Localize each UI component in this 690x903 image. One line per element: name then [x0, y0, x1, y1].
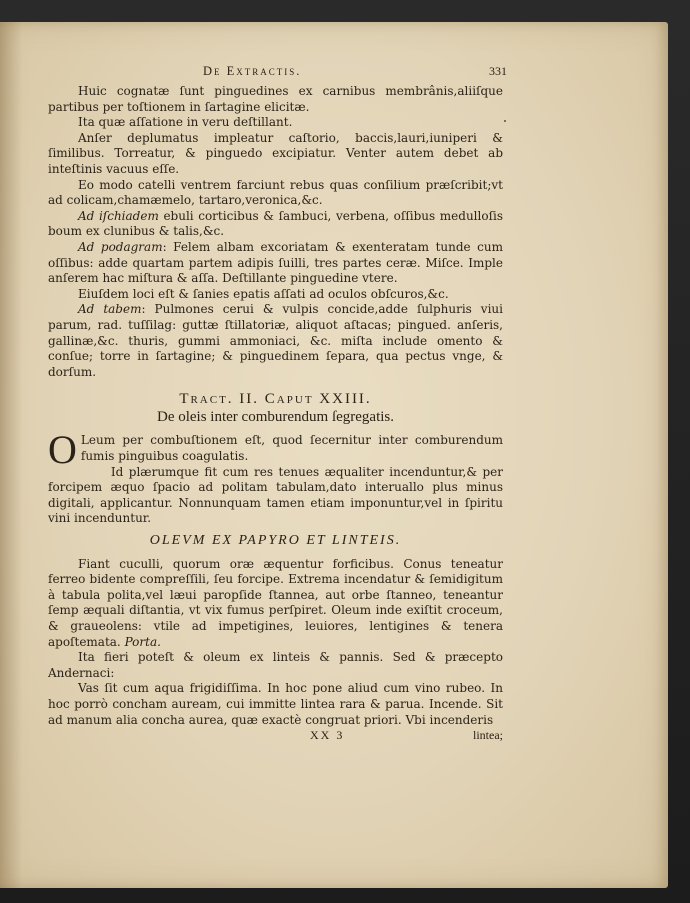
- paragraph: Vas ſit cum aqua frigidiſſima. In hoc pone aliud cum vino rubeo. In hoc porrò concham auream, cui immitte lintea rara & parua. Incende. Sit ad manum alia concha aurea, quæ exactè congruat priori. Vbi incenderis: [48, 681, 503, 727]
- remedy-lead: Ad podagram: [78, 239, 163, 254]
- page-gutter-shadow: [0, 22, 22, 888]
- page-footer: [48, 728, 503, 744]
- page-number: 331: [489, 64, 507, 78]
- signature-mark: XX 3: [310, 728, 345, 743]
- paragraph: Ita fieri poteſt & oleum ex linteis & pannis. Sed & præcepto Andernaci:: [48, 650, 503, 680]
- section-heading: Tract. II. Caput XXIII.: [179, 391, 372, 408]
- catchword: lintea;: [473, 728, 503, 743]
- paragraph: Fiant cuculli, quorum oræ æquentur forficibus. Conus teneatur ferreo bidente compreſſili, ſeu forcipe. Extrema incendatur & ſemidigitum à tabula polita,vel læui paropſide ſtannea, aut orbe ſtanneo, teneantur ſemp æquali diſtantia, vt vix fumus perſpiret. Oleum inde exiſtit croceum, & graueolens: vtile ad impetigines, leuiores, lentigines & tenera apoſtemata. Porta.: [48, 556, 503, 649]
- paragraph: Ad iſchiadem ebuli corticibus & ſambuci, verbena, oſſibus medulloſis boum ex clunibus & talis,&c.: [48, 208, 504, 239]
- paragraph: Ita quæ aſſatione in veru deſtillant.: [78, 115, 293, 130]
- paragraph: Eiuſdem loci eſt & ſanies epatis aſſati ad oculos obſcuros,&c.: [78, 286, 449, 301]
- section-subtitle: De oleis inter comburendum ſegregatis.: [156, 408, 394, 425]
- paragraph: Id plærumque fit cum res tenues æqualiter incenduntur,& per forcipem æquo ſpacio ad politam tabulam,dato interuallo plus minus digitali, applicantur. Nonnunquam tamen etiam imponuntur,vel in ſpiritu vini incenduntur.: [48, 464, 503, 526]
- sub-heading: OLEVM EX PAPYRO ET LINTEIS.: [149, 533, 402, 549]
- paragraph: Eo modo catelli ventrem farciunt rebus quas conſilium præſcribit;vt ad colicam,chamæmelo, tartaro,veronica,&c.: [48, 177, 503, 208]
- drop-cap: O: [48, 427, 77, 473]
- paragraph: Ad tabem: Pulmones cerui & vulpis concide,adde ſulphuris viui parum, rad. tuſſilag: guttæ ſtillatoriæ, aliquot aſtacas; pingued. anſeris, gallinæ,&c. thuris, gummi ammoniaci, &c. miſta include omento & conſue; torre in ſartagine; & pinguedinem ſepara, qua pectus vnge, & dorſum.: [48, 302, 503, 379]
- paragraph: Anſer deplumatus impleatur caſtorio, baccis,lauri,iuniperi & ſimilibus. Torreatur, & pinguedo excipiatur. Venter autem debet ab inteſtinis vacuus eſſe.: [48, 130, 503, 176]
- remedy-lead: Ad tabem: [78, 302, 142, 317]
- paragraph: Ad podagram: Felem albam excoriatam & exenteratam tunde cum oſſibus: adde quartam partem adipis ſuilli, tres partes ceræ. Miſce. Imple anſerem hac miſtura & aſſa. Deſtillante pinguedine vtere.: [48, 239, 503, 286]
- paragraph: Huic cognatæ ſunt pinguedines ex carnibus membrânis,aliiſque partibus per toſtionem in ſartagine elicitæ.: [48, 84, 503, 114]
- text-block: [48, 64, 507, 744]
- paper-speck: [504, 120, 506, 122]
- book-page: [0, 22, 668, 888]
- remedy-lead: Ad iſchiadem: [78, 208, 159, 223]
- page-header: [48, 64, 507, 82]
- running-head: De Extractis.: [203, 64, 302, 78]
- dropcap-paragraph: O Leum per combuſtionem eſt, quod ſecernitur inter comburendum fumis pinguibus coagulatis.: [48, 427, 503, 473]
- author-citation: Porta.: [124, 634, 161, 649]
